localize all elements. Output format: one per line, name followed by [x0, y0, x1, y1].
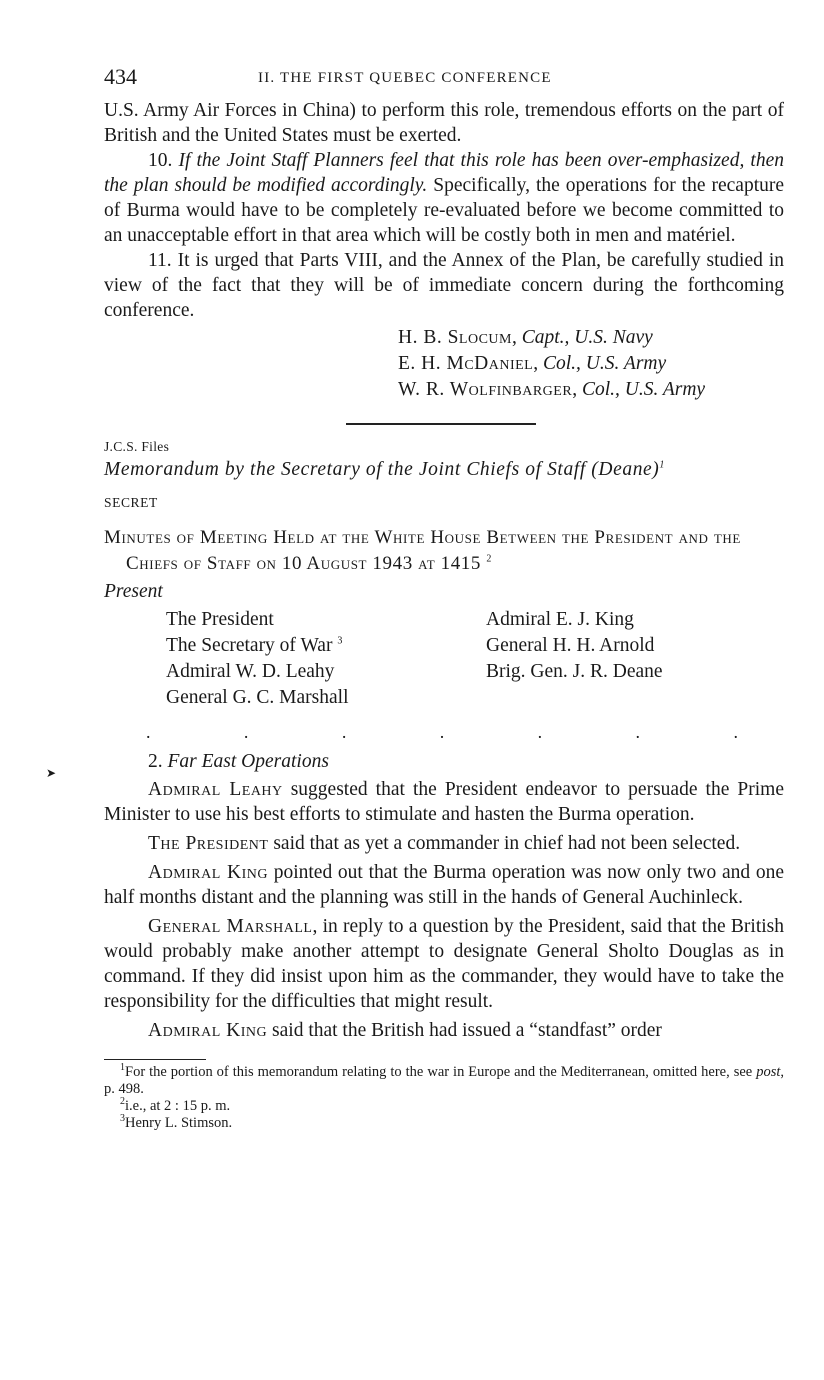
- continuation-paragraph: U.S. Army Air Forces in China) to perform this role, tremendous efforts on the part of British and the United States must be exerted.: [104, 100, 784, 146]
- attendee: Brig. Gen. J. R. Deane: [486, 661, 663, 682]
- page-number: 434: [104, 64, 137, 89]
- minutes-title-text: Minutes of Meeting Held at the White House Between the President and the Chiefs of Staff on 10 August 1943 at 1415: [104, 527, 741, 574]
- footnote-mark: 1: [120, 1062, 125, 1074]
- attendee: Admiral W. D. Leahy: [166, 661, 335, 682]
- footnote-ref: 2: [486, 553, 492, 565]
- page-body: [104, 62, 784, 1132]
- memo-title-text: Memorandum by the Secretary of the Joint Chiefs of Staff (Deane): [104, 459, 660, 480]
- speaker-name: General Marshall: [148, 916, 313, 937]
- attendee: The President: [166, 609, 274, 630]
- attendee-column-left: [166, 607, 486, 711]
- classification: SECRET: [104, 495, 158, 510]
- discussion-paragraph: [104, 777, 784, 827]
- paragraph-text: suggested that the President endeavor to persuade the Prime Minister to use his best efforts to stimulate and hasten the Burma operation.: [104, 779, 784, 825]
- ellipsis-dot: .: [243, 722, 249, 742]
- signature-name: W. R. Wolfinbarger: [398, 379, 573, 400]
- ellipsis-dot: .: [439, 722, 445, 742]
- footnote-1: $^1$For the portion of this memorandum relating to the war in Europe and the Mediterranean, omitted here, see post, p. 498.: [104, 1062, 784, 1097]
- paragraph-text: said that as yet a commander in chief had not been selected.: [268, 833, 741, 854]
- footnote-ref: 3: [337, 635, 343, 647]
- paragraph-10-number: 10.: [148, 150, 173, 171]
- discussion-paragraph: [104, 831, 784, 856]
- minutes-title: [104, 525, 784, 577]
- paragraph-10: [104, 148, 784, 248]
- running-head: II. THE FIRST QUEBEC CONFERENCE: [258, 70, 552, 86]
- section-title: Far East Operations: [167, 751, 329, 772]
- signature-title: Col., U.S. Army: [581, 379, 706, 400]
- paragraph-10-text: Specifically, the operations for the recapture of Burma would have to be completely re-evaluated before we become committed to an unacceptable effort in that area which will be costly both in men and matériel.: [104, 175, 785, 246]
- speaker-name: Admiral King: [148, 862, 268, 883]
- footnote-ref: 1: [659, 459, 665, 471]
- footnote-2: $^2$i.e., at 2 : 15 p. m.: [120, 1096, 231, 1114]
- section-heading: [148, 751, 784, 773]
- speaker-name: Admiral Leahy: [148, 779, 283, 800]
- attendee: The Secretary of War $^3$: [166, 635, 343, 656]
- footnote-mark: 3: [120, 1113, 125, 1125]
- paragraph-text: said that the British had issued a “standfast” order: [267, 1020, 662, 1041]
- document-source: J.C.S. Files: [104, 439, 170, 454]
- present-label: Present: [104, 581, 163, 602]
- footnote-mark: 2: [120, 1096, 125, 1108]
- ellipsis-dot: .: [146, 722, 151, 742]
- signature-block: [398, 325, 784, 403]
- section-divider: [346, 423, 536, 425]
- discussion-paragraph: [104, 860, 784, 910]
- paragraph-11: 11. It is urged that Parts VIII, and the Annex of the Plan, be carefully studied in view of the fact that they will be of immediate concern during the forthcoming conference.: [104, 250, 784, 321]
- ellipsis-dot: .: [635, 722, 641, 742]
- ellipsis-row: [146, 723, 738, 741]
- attendee-list: [104, 607, 784, 711]
- signature-1: H. B. Slocum, Capt., U.S. Navy: [398, 327, 653, 348]
- ellipsis-dot: .: [341, 722, 347, 742]
- memo-title: [104, 459, 784, 481]
- attendee-column-right: [486, 607, 663, 711]
- signature-title: Capt., U.S. Navy: [521, 327, 653, 348]
- paragraph-text: , in reply to a question by the President, said that the British would probably make another attempt to designate General Sholto Douglas as in command. If they did insist upon him as the commander, they would have to take the responsibility for the difficulties that might result.: [104, 916, 784, 1012]
- signature-title: Col., U.S. Army: [543, 353, 667, 374]
- attendee: General H. H. Arnold: [486, 635, 655, 656]
- footnotes: [104, 1064, 784, 1132]
- ellipsis-dot: .: [733, 722, 738, 742]
- page-header: [104, 62, 784, 98]
- signature-2: E. H. McDaniel, Col., U.S. Army: [398, 353, 667, 374]
- speaker-name: Admiral King: [148, 1020, 268, 1041]
- margin-arrow-icon: ➤: [46, 766, 57, 780]
- attendee: Admiral E. J. King: [486, 609, 634, 630]
- footnote-3: $^3$Henry L. Stimson.: [120, 1113, 233, 1131]
- attendee: General G. C. Marshall: [166, 687, 349, 708]
- discussion-paragraph: [104, 1018, 784, 1043]
- paragraph-10-italic: If the Joint Staff Planners feel that this role has been over-emphasized, then the plan should be modified accordingly.: [104, 150, 784, 196]
- signature-3: W. R. Wolfinbarger, Col., U.S. Army: [398, 379, 706, 400]
- paragraph-text: pointed out that the Burma operation was now only two and one half months distant and the planning was still in the hands of General Auchinleck.: [104, 862, 784, 908]
- footnote-divider: [104, 1059, 206, 1060]
- discussion-paragraph: [104, 914, 784, 1014]
- signature-name: H. B. Slocum: [398, 327, 512, 348]
- speaker-name: The President: [148, 833, 269, 854]
- signature-name: E. H. McDaniel: [398, 353, 534, 374]
- ellipsis-dot: .: [537, 722, 543, 742]
- section-number: 2.: [148, 751, 163, 772]
